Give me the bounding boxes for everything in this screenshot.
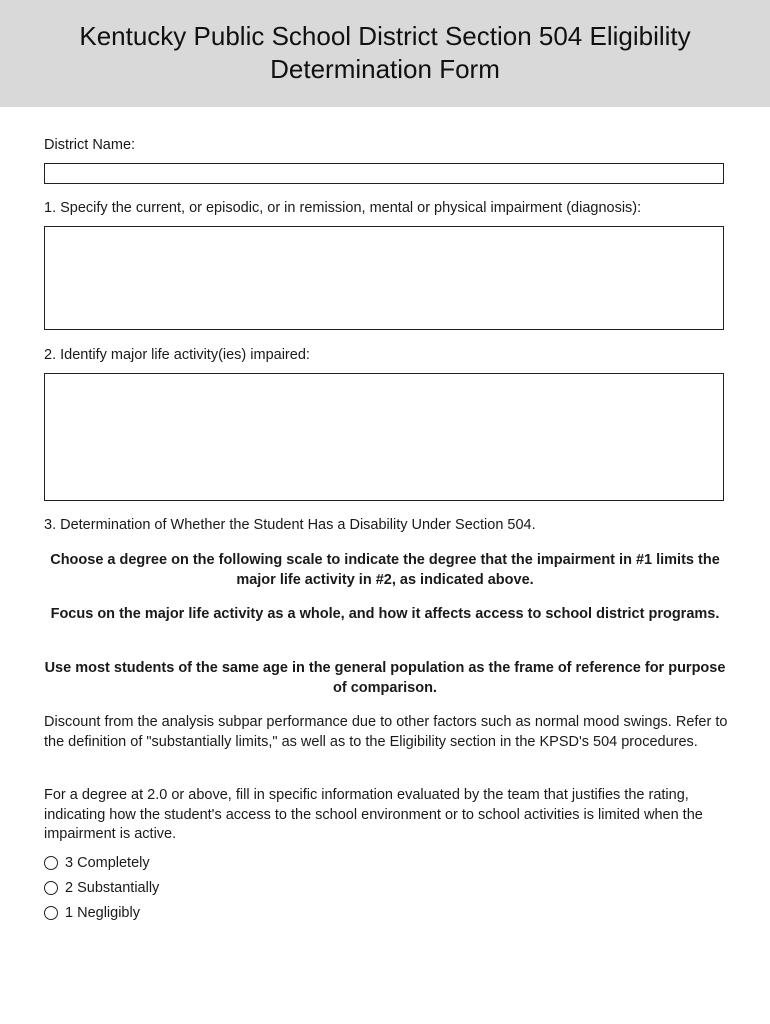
instruction-frame-of-reference: Use most students of the same age in the general population as the frame of reference for purpose of comparison. [44,660,726,696]
form-header [0,0,770,107]
district-name-input[interactable] [44,163,724,184]
instruction-degree-scale: Choose a degree on the following scale to indicate the degree that the impairment in #1 limits the major life activity in #2, as indicated above. [50,552,720,588]
radio-label: 3 Completely [65,855,150,871]
impairment-label: 1. Specify the current, or episodic, or in remission, mental or physical impairment (diagnosis): [44,200,642,216]
life-activity-textarea[interactable] [44,373,724,501]
radio-label: 2 Substantially [65,880,160,896]
page-title: Kentucky Public School District Section 504 Eligibility Determination Form [79,21,691,84]
life-activity-label: 2. Identify major life activity(ies) impaired: [44,347,310,363]
radio-option-negligibly[interactable] [44,903,140,923]
radio-option-substantially[interactable] [44,878,159,898]
determination-heading: 3. Determination of Whether the Student Has a Disability Under Section 504. [44,517,536,533]
instruction-focus: Focus on the major life activity as a whole, and how it affects access to school district programs. [50,606,720,622]
radio-button-icon[interactable] [44,856,58,870]
district-name-label: District Name: [44,137,136,153]
impairment-textarea[interactable] [44,226,724,330]
justification-paragraph: For a degree at 2.0 or above, fill in specific information evaluated by the team that justifies the rating, indicating how the student's access to the school environment or to school activities is limited when the impairment is active. [44,787,703,842]
radio-button-icon[interactable] [44,881,58,895]
discount-paragraph: Discount from the analysis subpar performance due to other factors such as normal mood swings. Refer to the definition of "substantially limits," as well as to the Eligibility section in the KPSD's 504 procedures. [44,714,728,750]
radio-label: 1 Negligibly [65,905,140,921]
radio-button-icon[interactable] [44,906,58,920]
radio-option-completely[interactable] [44,853,150,873]
